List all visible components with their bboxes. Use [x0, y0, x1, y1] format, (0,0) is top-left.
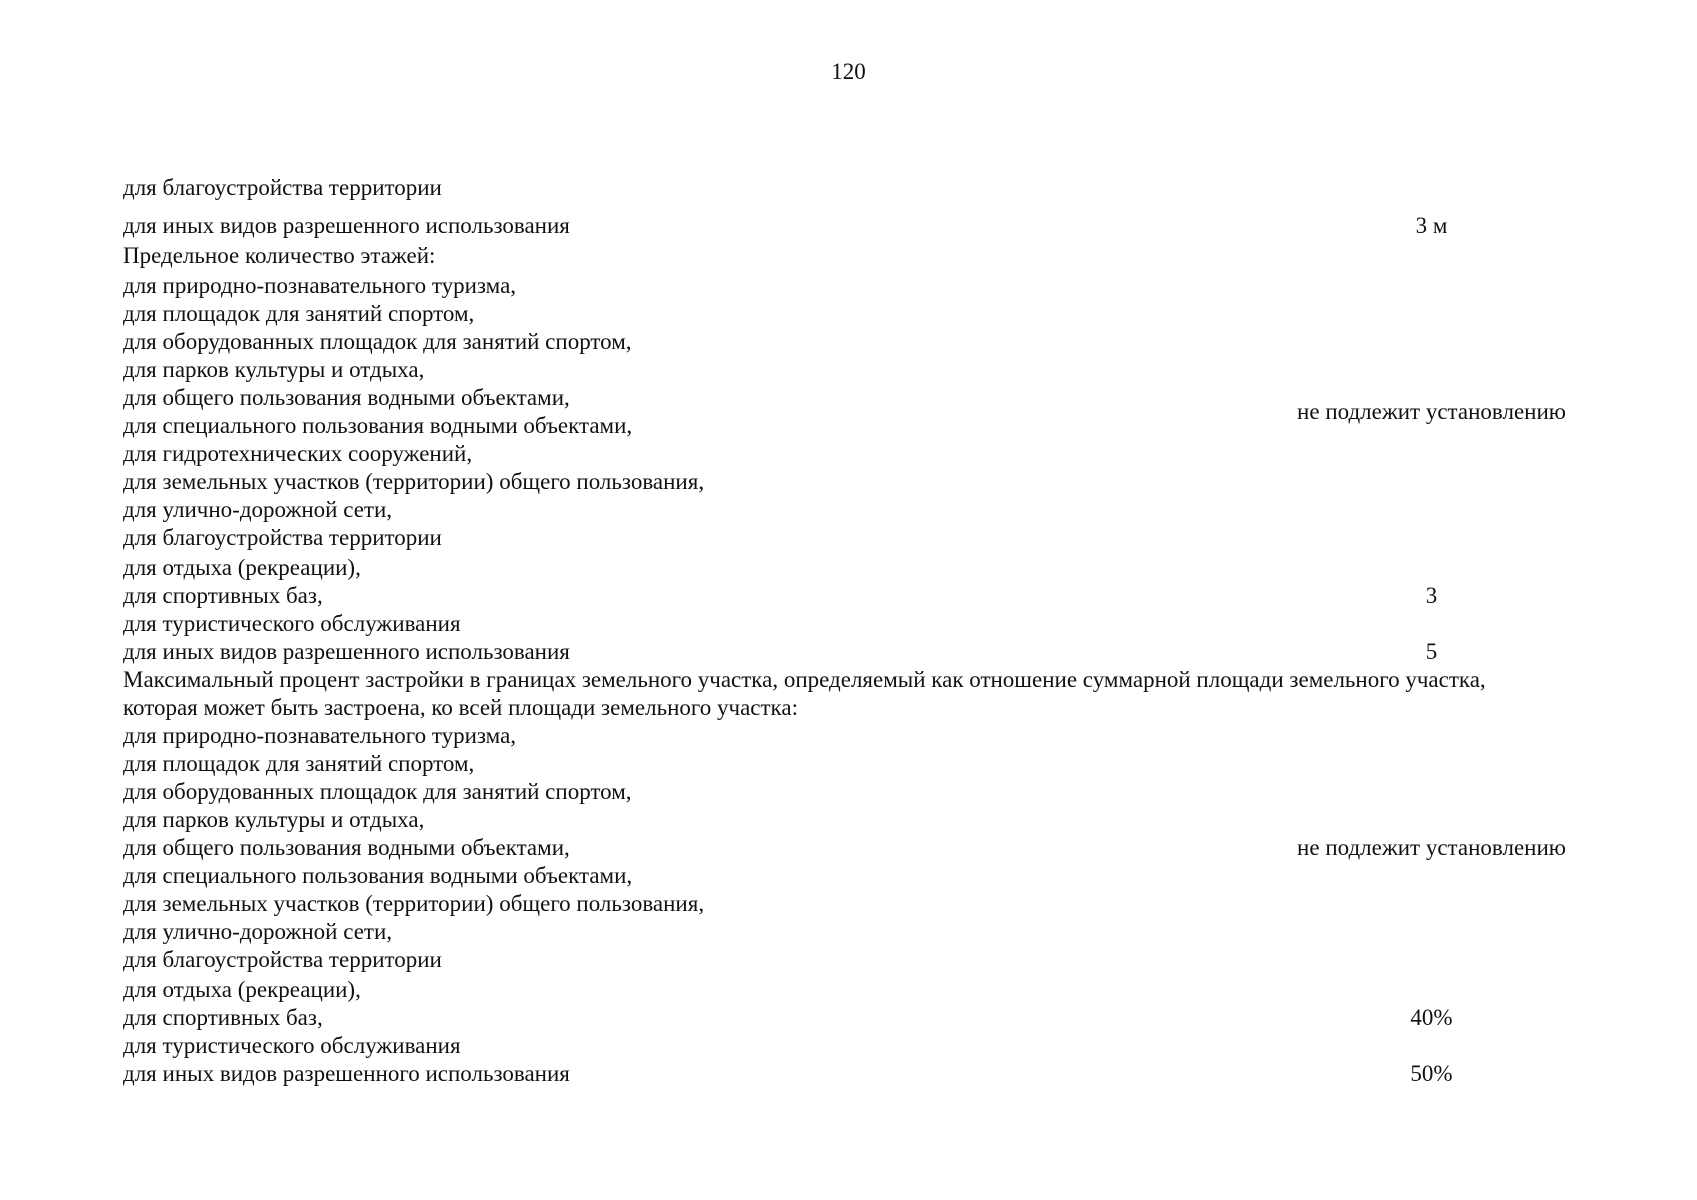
floors-line: для гидротехнических сооружений,	[123, 441, 473, 466]
floors-value-not-set: не подлежит установлению	[1297, 399, 1566, 424]
floors-line: для оборудованных площадок для занятий спортом,	[123, 329, 632, 354]
floors-line: для улично-дорожной сети,	[123, 497, 393, 522]
floors-line: для туристического обслуживания	[123, 611, 461, 636]
height-line: для благоустройства территории	[123, 175, 442, 200]
coverage-heading-line-1: Максимальный процент застройки в границах земельного участка, определяемый как отношение суммарной площади земельного участка,	[123, 667, 1486, 692]
coverage-value-forty: 40%	[1410, 1005, 1453, 1030]
coverage-line: для иных видов разрешенного использования	[123, 1061, 570, 1086]
coverage-line: для отдыха (рекреации),	[123, 977, 361, 1002]
coverage-value-fifty: 50%	[1410, 1061, 1453, 1086]
coverage-line: для оборудованных площадок для занятий спортом,	[123, 779, 632, 804]
coverage-line: для туристического обслуживания	[123, 1033, 461, 1058]
coverage-line: для природно-познавательного туризма,	[123, 723, 517, 748]
floors-line: для площадок для занятий спортом,	[123, 301, 475, 326]
coverage-line: для благоустройства территории	[123, 947, 442, 972]
coverage-value-not-set: не подлежит установлению	[1297, 835, 1566, 860]
floors-value-five: 5	[1425, 639, 1438, 664]
coverage-line: для спортивных баз,	[123, 1005, 323, 1030]
coverage-group-forty	[123, 976, 1580, 1060]
coverage-line: для улично-дорожной сети,	[123, 919, 393, 944]
coverage-group-fifty	[123, 1060, 1580, 1088]
coverage-group-not-set	[123, 722, 1580, 974]
floors-group-not-set	[123, 272, 1580, 552]
coverage-line: для парков культуры и отдыха,	[123, 807, 425, 832]
floors-group-three	[123, 554, 1580, 638]
floors-value-three: 3	[1425, 583, 1438, 608]
floors-line: для земельных участков (территории) общего пользования,	[123, 469, 705, 494]
coverage-line: для общего пользования водными объектами,	[123, 835, 570, 860]
coverage-heading-line-2: которая может быть застроена, ко всей площади земельного участка:	[123, 695, 798, 720]
coverage-line: для специального пользования водными объектами,	[123, 863, 633, 888]
height-line: для иных видов разрешенного использования	[123, 213, 570, 238]
coverage-line: для площадок для занятий спортом,	[123, 751, 475, 776]
floors-line: для природно-познавательного туризма,	[123, 273, 517, 298]
coverage-line: для земельных участков (территории) общего пользования,	[123, 891, 705, 916]
height-value: 3 м	[1415, 213, 1448, 238]
floors-line: для парков культуры и отдыха,	[123, 357, 425, 382]
floors-line: для благоустройства территории	[123, 525, 442, 550]
page-number: 120	[831, 59, 866, 84]
floors-line: для спортивных баз,	[123, 583, 323, 608]
floors-line: для иных видов разрешенного использования	[123, 639, 570, 664]
floors-group-five	[123, 638, 1580, 666]
height-group-landscaping	[123, 174, 1580, 202]
floors-line: для общего пользования водными объектами,	[123, 385, 570, 410]
document-body	[123, 174, 1580, 1088]
floors-line: для специального пользования водными объектами,	[123, 413, 633, 438]
floors-line: для отдыха (рекреации),	[123, 555, 361, 580]
height-group-other	[123, 212, 1580, 240]
floors-heading: Предельное количество этажей:	[123, 243, 436, 268]
